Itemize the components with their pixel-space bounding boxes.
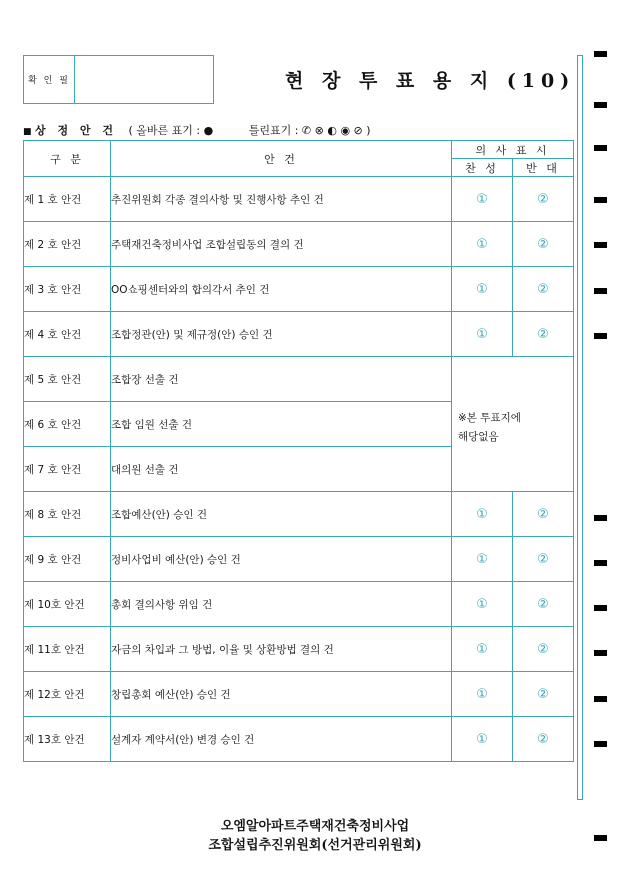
confirm-box [23, 55, 214, 104]
agenda-text: 창립총회 예산(안) 승인 건 [111, 672, 452, 717]
legend-wrong-marks: 틀린표기 : ✆ ⊗ ◐ ◉ ⊘ ) [248, 124, 371, 137]
not-applicable-note [452, 357, 574, 492]
timing-mark [594, 242, 607, 248]
table-row [24, 177, 574, 222]
confirm-signature-area[interactable] [75, 56, 213, 103]
vote-for-option[interactable]: ① [452, 582, 513, 627]
timing-mark [594, 102, 607, 108]
header-agenda: 안 건 [111, 141, 452, 177]
agenda-text: 대의원 선출 건 [111, 447, 452, 492]
table-row [24, 222, 574, 267]
vote-for-option[interactable]: ① [452, 492, 513, 537]
vote-against-option[interactable]: ② [513, 582, 574, 627]
vote-against-option[interactable]: ② [513, 177, 574, 222]
timing-mark [594, 51, 607, 57]
vote-for-option[interactable]: ① [452, 312, 513, 357]
footer-committee: 조합설립추진위원회(선거관리위원회) [208, 838, 422, 853]
legend [23, 122, 371, 138]
timing-mark [594, 333, 607, 339]
table-row [24, 672, 574, 717]
header-for: 찬 성 [452, 159, 513, 177]
agenda-text: OO쇼핑센터와의 합의각서 추인 건 [111, 267, 452, 312]
timing-mark [594, 605, 607, 611]
timing-mark [594, 560, 607, 566]
vote-against-option[interactable]: ② [513, 672, 574, 717]
table-row [24, 492, 574, 537]
side-bar [577, 55, 583, 800]
legend-correct-mark: ( 올바른 표기 : ● [128, 124, 214, 137]
table-row [24, 627, 574, 672]
vote-for-option[interactable]: ① [452, 177, 513, 222]
vote-against-option[interactable]: ② [513, 492, 574, 537]
agenda-text: 정비사업비 예산(안) 승인 건 [111, 537, 452, 582]
agenda-text: 총회 결의사항 위임 건 [111, 582, 452, 627]
agenda-text: 조합 임원 선출 건 [111, 402, 452, 447]
table-row [24, 537, 574, 582]
vote-for-option[interactable]: ① [452, 537, 513, 582]
agenda-text: 조합정관(안) 및 제규정(안) 승인 건 [111, 312, 452, 357]
timing-mark [594, 696, 607, 702]
vote-for-option[interactable]: ① [452, 627, 513, 672]
header-against: 반 대 [513, 159, 574, 177]
agenda-text: 조합예산(안) 승인 건 [111, 492, 452, 537]
header-category: 구 분 [24, 141, 111, 177]
agenda-number: 제 1 호 안건 [24, 177, 111, 222]
table-row [24, 582, 574, 627]
agenda-number: 제 3 호 안건 [24, 267, 111, 312]
agenda-number: 제 9 호 안건 [24, 537, 111, 582]
note-line: ※본 투표지에 [458, 412, 521, 424]
agenda-number: 제 6 호 안건 [24, 402, 111, 447]
vote-against-option[interactable]: ② [513, 222, 574, 267]
timing-mark [594, 145, 607, 151]
vote-against-option[interactable]: ② [513, 537, 574, 582]
timing-mark [594, 197, 607, 203]
legend-heading: 상 정 안 건 [35, 124, 118, 137]
timing-mark [594, 741, 607, 747]
agenda-number: 제 5 호 안건 [24, 357, 111, 402]
agenda-number: 제 13호 안건 [24, 717, 111, 762]
agenda-number: 제 4 호 안건 [24, 312, 111, 357]
agenda-text: 조합장 선출 건 [111, 357, 452, 402]
vote-against-option[interactable]: ② [513, 267, 574, 312]
agenda-number: 제 11호 안건 [24, 627, 111, 672]
table-row [24, 717, 574, 762]
confirm-label: 확 인 필 [24, 56, 75, 103]
timing-mark [594, 515, 607, 521]
vote-against-option[interactable]: ② [513, 717, 574, 762]
note-line: 해당없음 [458, 431, 499, 443]
vote-against-option[interactable]: ② [513, 627, 574, 672]
timing-mark [594, 650, 607, 656]
page-title: 현 장 투 표 용 지 (10) [285, 70, 576, 92]
ballot-table [23, 140, 574, 762]
agenda-text: 자금의 차입과 그 방법, 이율 및 상환방법 결의 건 [111, 627, 452, 672]
agenda-text: 주택재건축정비사업 조합설립동의 결의 건 [111, 222, 452, 267]
agenda-number: 제 8 호 안건 [24, 492, 111, 537]
agenda-text: 설계자 계약서(안) 변경 승인 건 [111, 717, 452, 762]
agenda-number: 제 7 호 안건 [24, 447, 111, 492]
agenda-text: 추진위원회 각종 결의사항 및 진행사항 추인 건 [111, 177, 452, 222]
vote-for-option[interactable]: ① [452, 717, 513, 762]
table-row [24, 357, 574, 402]
table-row [24, 312, 574, 357]
vote-for-option[interactable]: ① [452, 672, 513, 717]
vote-for-option[interactable]: ① [452, 222, 513, 267]
agenda-number: 제 12호 안건 [24, 672, 111, 717]
footer-organization: 오엠알아파트주택재건축정비사업 [220, 819, 410, 834]
agenda-number: 제 10호 안건 [24, 582, 111, 627]
bullet-icon: ■ [23, 127, 32, 137]
timing-mark [594, 288, 607, 294]
table-row [24, 267, 574, 312]
vote-for-option[interactable]: ① [452, 267, 513, 312]
header-intention: 의 사 표 시 [452, 141, 574, 159]
agenda-number: 제 2 호 안건 [24, 222, 111, 267]
vote-against-option[interactable]: ② [513, 312, 574, 357]
